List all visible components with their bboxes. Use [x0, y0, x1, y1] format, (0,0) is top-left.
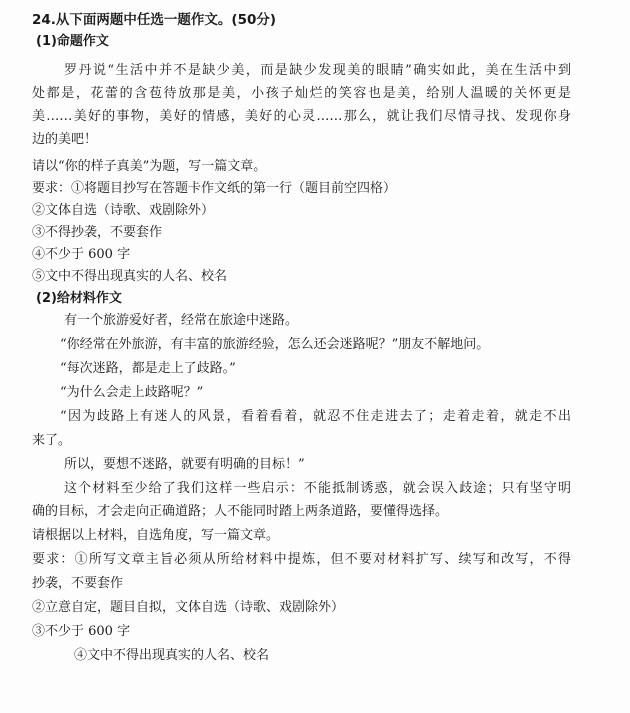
- part1-requirement-5: ⑤文中不得出现真实的人名、校名: [32, 269, 228, 284]
- part1-requirement-4: ④不少于 600 字: [32, 247, 131, 262]
- part2-material-line-6: 来了。: [32, 433, 72, 448]
- part2-requirement-3: ③不少于 600 字: [32, 624, 131, 639]
- part2-material-line-2: “你经常在外旅游，有丰富的旅游经验，怎么还会迷路呢？”朋友不解地问。: [60, 337, 490, 352]
- part1-paragraph-line-3: 美……美好的事物，美好的情感，美好的心灵……那么，就让我们尽情寻找、发现你身: [32, 109, 571, 124]
- part2-requirement-1-cont: 抄袭，不要套作: [32, 576, 124, 591]
- part2-material-line-7: 所以，要想不迷路，就要有明确的目标！”: [64, 457, 305, 472]
- part1-heading: (1)命题作文: [36, 34, 109, 49]
- part2-requirement-2: ②立意自定，题目自拟，文体自选（诗歌、戏剧除外）: [32, 600, 345, 615]
- part1-paragraph-line-4: 边的美吧！: [32, 132, 98, 147]
- part2-heading: (2)给材料作文: [36, 291, 122, 306]
- part2-material-line-9: 确的目标，才会走向正确道路；人不能同时踏上两条道路，要懂得选择。: [32, 504, 449, 519]
- part2-requirement-4: ④文中不得出现真实的人名、校名: [74, 648, 270, 663]
- part1-paragraph-line-1: 罗丹说“生活中并不是缺少美，而是缺少发现美的眼睛”确实如此，美在生活中到: [64, 63, 571, 78]
- part2-material-line-1: 有一个旅游爱好者，经常在旅途中迷路。: [64, 313, 299, 328]
- part1-requirement-2: ②文体自选（诗歌、戏剧除外）: [32, 203, 215, 218]
- part2-material-line-5: “因为歧路上有迷人的风景，看着看着，就忍不住走进去了；走着走着，就走不出: [60, 409, 571, 424]
- question-header: 24.从下面两题中任选一题作文。(50分): [32, 12, 277, 28]
- part1-requirement-3: ③不得抄袭，不要套作: [32, 225, 163, 240]
- part1-paragraph-line-2: 处都是，花蕾的含苞待放那是美，小孩子灿烂的笑容也是美，给别人温暖的关怀更是: [32, 86, 571, 101]
- part2-prompt: 请根据以上材料，自选角度，写一篇文章。: [32, 528, 280, 543]
- part2-material-line-3: “每次迷路，都是走上了歧路。”: [60, 361, 236, 376]
- part2-material-line-8: 这个材料至少给了我们这样一些启示：不能抵制诱惑，就会误入歧途；只有坚守明: [64, 481, 571, 496]
- part2-requirement-1: 要求：①所写文章主旨必须从所给材料中提炼，但不要对材料扩写、续写和改写，不得: [32, 552, 571, 567]
- part1-requirement-1: 要求：①将题目抄写在答题卡作文纸的第一行（题目前空四格）: [32, 181, 397, 196]
- part1-prompt: 请以“你的样子真美”为题，写一篇文章。: [32, 159, 267, 174]
- part2-material-line-4: “为什么会走上歧路呢？”: [60, 385, 204, 400]
